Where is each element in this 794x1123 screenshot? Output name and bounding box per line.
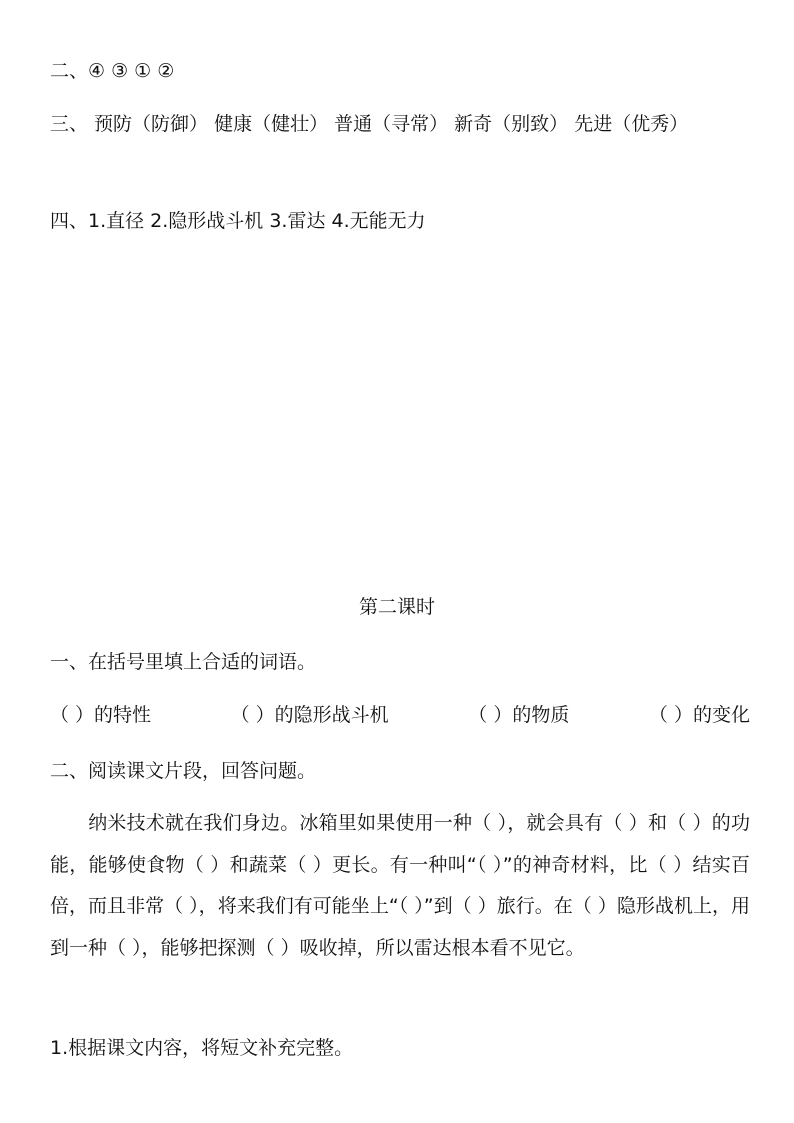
- blank-item: （ ）的变化: [648, 704, 750, 726]
- part2-heading: 二、阅读课文片段，回答问题。: [50, 760, 317, 782]
- reading-passage: [50, 803, 750, 969]
- blank-row: [50, 704, 750, 726]
- blank-item: （ ）的隐形战斗机: [230, 704, 389, 726]
- answer-line-4: 四、1.直径 2.隐形战斗机 3.雷达 4.无能无力: [50, 210, 426, 232]
- answer-line-3: 三、 预防（防御） 健康（健壮） 普通（寻常） 新奇（别致） 先进（优秀）: [50, 113, 689, 135]
- question-1: 1.根据课文内容，将短文补充完整。: [50, 1037, 354, 1059]
- part1-heading: 一、在括号里填上合适的词语。: [50, 651, 317, 673]
- blank-item: （ ）的特性: [50, 704, 152, 726]
- passage-text: 纳米技术就在我们身边。冰箱里如果使用一种（ ），就会具有（ ）和（ ）的功能，能够使食物（ ）和蔬菜（ ）更长。有一种叫“（ ）”的神奇材料，比（ ）结实百倍，而且非常（ ），将来我们有可能坐上“（ ）”到（ ）旅行。在（ ）隐形战机上，用到一种（ ），能够把探测（ ）吸收掉，所以雷达根本看不见它。: [50, 812, 750, 959]
- answer-line-2: 二、④ ③ ① ②: [50, 60, 175, 82]
- lesson-title: 第二课时: [358, 596, 435, 618]
- blank-item: （ ）的物质: [468, 704, 570, 726]
